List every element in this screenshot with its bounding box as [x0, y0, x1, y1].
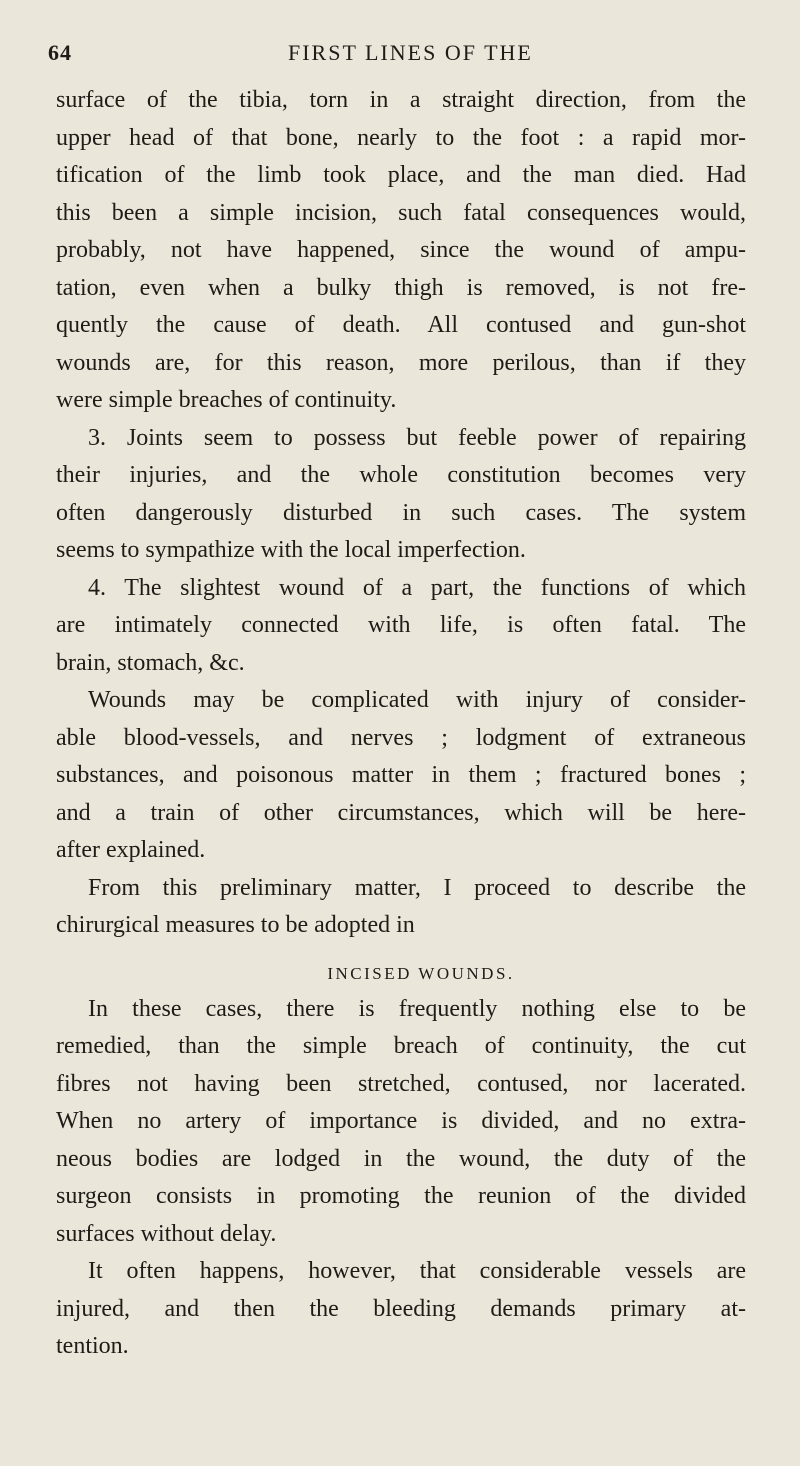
paragraph-2 — [56, 420, 746, 570]
paragraph-6 — [56, 991, 746, 1254]
text-line: Wounds may be complicated with injury of consider- — [88, 687, 746, 713]
text-line: 4. The slightest wound of a part, the functions of which — [88, 574, 746, 601]
text-line: upper head of that bone, nearly to the foot : a rapid mor- — [56, 124, 746, 151]
text-line: In these cases, there is frequently nothing else to be — [88, 995, 746, 1022]
text-line: often dangerously disturbed in such cases. The system — [56, 499, 746, 526]
text-line: chirurgical measures to be adopted in — [56, 912, 415, 938]
page-header — [48, 40, 748, 70]
text-line: 3. Joints seem to possess but feeble power of repairing — [88, 424, 746, 451]
text-line: brain, stomach, &c. — [56, 649, 245, 676]
text-line: wounds are, for this reason, more perilous, than if they — [56, 349, 746, 376]
text-line: It often happens, however, that considerable vessels are — [88, 1258, 746, 1284]
paragraph-3 — [56, 570, 746, 683]
paragraph-4 — [56, 682, 746, 870]
text-line: surgeon consists in promoting the reunion of the divided — [56, 1183, 746, 1209]
text-line: probably, not have happened, since the wound of ampu- — [56, 237, 746, 263]
text-line: When no artery of importance is divided, and no extra- — [56, 1108, 746, 1134]
text-line: injured, and then the bleeding demands primary at- — [56, 1295, 746, 1322]
text-line: tation, even when a bulky thigh is removed, is not fre- — [56, 274, 746, 301]
text-line: this been a simple incision, such fatal consequences would, — [56, 199, 746, 226]
text-line: From this preliminary matter, I proceed to describe the — [88, 874, 746, 901]
text-line: substances, and poisonous matter in them ; fractured bones ; — [56, 762, 746, 788]
paragraph-7 — [56, 1253, 746, 1366]
text-line: were simple breaches of continuity. — [56, 387, 397, 413]
text-line: fibres not having been stretched, contused, nor lacerated. — [56, 1070, 746, 1097]
page-number: 64 — [48, 40, 72, 65]
text-line: neous bodies are lodged in the wound, the duty of the — [56, 1145, 746, 1172]
text-line: and a train of other circumstances, which will be here- — [56, 799, 746, 826]
text-line: their injuries, and the whole constitution becomes very — [56, 462, 746, 488]
text-line: tification of the limb took place, and the man died. Had — [56, 162, 746, 188]
text-line: surfaces without delay. — [56, 1220, 277, 1247]
paragraph-5 — [56, 870, 746, 945]
body-text — [56, 82, 746, 1366]
text-line: are intimately connected with life, is often fatal. The — [56, 612, 746, 638]
paragraph-1 — [56, 82, 746, 420]
text-line: seems to sympathize with the local imperfection. — [56, 537, 526, 563]
text-line: able blood-vessels, and nerves ; lodgment of extraneous — [56, 724, 746, 751]
text-line: surface of the tibia, torn in a straight direction, from the — [56, 87, 746, 113]
text-line: tention. — [56, 1333, 129, 1359]
text-line: after explained. — [56, 837, 206, 863]
text-line: remedied, than the simple breach of continuity, the cut — [56, 1033, 746, 1059]
running-title: FIRST LINES OF THE — [288, 40, 533, 65]
text-line: quently the cause of death. All contused and gun-shot — [56, 312, 746, 338]
section-heading: INCISED WOUNDS. — [327, 963, 515, 983]
